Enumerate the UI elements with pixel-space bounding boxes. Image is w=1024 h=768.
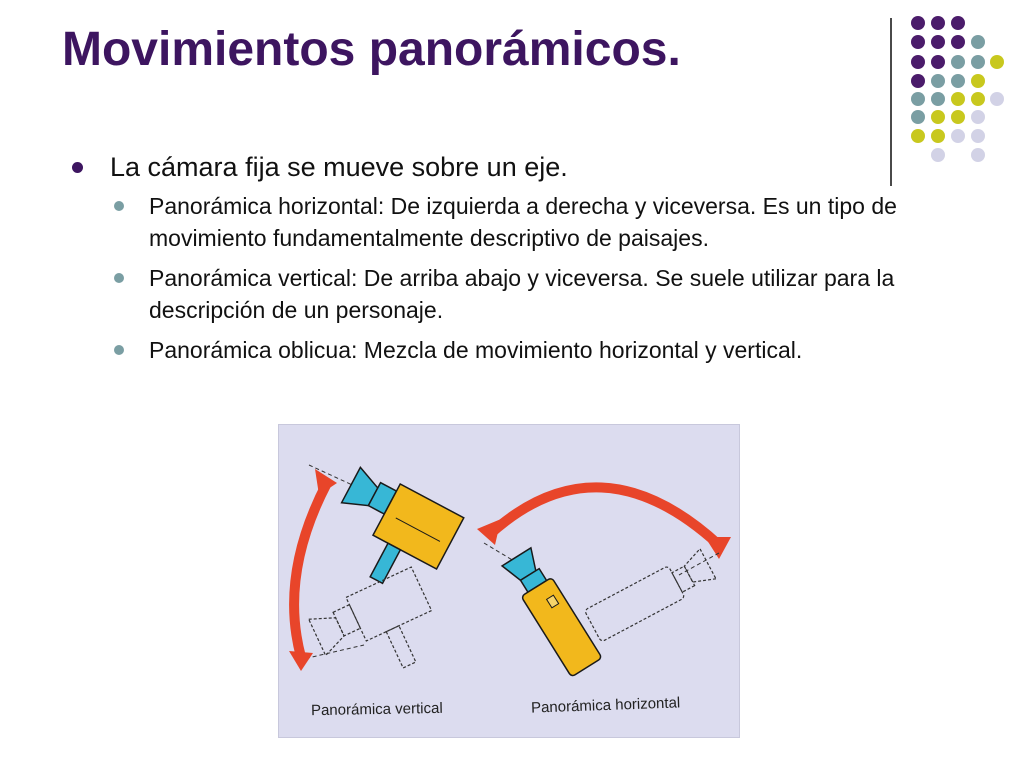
vertical-pan-arrow [294, 483, 327, 657]
dot [971, 110, 985, 124]
dot [911, 110, 925, 124]
caption-horizontal-pan: Panorámica horizontal [530, 694, 681, 717]
dot [931, 35, 945, 49]
dot [911, 74, 925, 88]
dot [951, 129, 965, 143]
arrow-head-icon [477, 519, 501, 545]
dot [971, 92, 985, 106]
dot [990, 92, 1004, 106]
illustration-drawing [279, 425, 739, 737]
dot [971, 55, 985, 69]
dot [931, 55, 945, 69]
bullet-text: Panorámica oblicua: Mezcla de movimiento horizontal y vertical. [149, 337, 803, 363]
dot [931, 74, 945, 88]
bullet-level-2 [70, 262, 959, 326]
dot [911, 129, 925, 143]
dot [951, 92, 965, 106]
camera-outline-vertical [307, 567, 448, 695]
camera-yellow-vertical [317, 464, 464, 603]
arrow-head-icon [289, 651, 313, 671]
dot [951, 55, 965, 69]
dot [951, 35, 965, 49]
dot [911, 35, 925, 49]
dot [931, 110, 945, 124]
dot [990, 55, 1004, 69]
camera-outline-horizontal [584, 549, 717, 642]
bullet-level-2 [70, 334, 959, 366]
dot [971, 129, 985, 143]
arrow-head-icon [705, 537, 731, 559]
camera-pan-illustration [278, 424, 740, 738]
bullet-dot-icon [114, 345, 124, 355]
dot [931, 16, 945, 30]
guide-line [679, 553, 719, 575]
bullet-dot-icon [72, 162, 83, 173]
slide-title: Movimientos panorámicos. [62, 23, 681, 76]
bullet-text: La cámara fija se mueve sobre un eje. [110, 152, 568, 182]
bullet-dot-icon [114, 201, 124, 211]
dot [951, 110, 965, 124]
caption-vertical-pan: Panorámica vertical [310, 699, 443, 720]
dot [911, 16, 925, 30]
camera-yellow-horizontal [502, 547, 602, 677]
dot [911, 92, 925, 106]
dot [911, 55, 925, 69]
bullet-text: Panorámica vertical: De arriba abajo y viceversa. Se suele utilizar para la descripción de un personaje. [149, 265, 895, 323]
dot [971, 35, 985, 49]
dot [971, 148, 985, 162]
dot [931, 129, 945, 143]
bullet-level-1 [70, 150, 970, 184]
bullet-level-2 [70, 190, 959, 254]
dot [971, 74, 985, 88]
dot [951, 74, 965, 88]
bullet-list [70, 150, 970, 374]
dot [931, 92, 945, 106]
bullet-dot-icon [114, 273, 124, 283]
bullet-text: Panorámica horizontal: De izquierda a derecha y viceversa. Es un tipo de movimiento fundamentalmente descriptivo de paisajes. [149, 193, 897, 251]
horizontal-pan-arrow [489, 487, 719, 545]
dot [951, 16, 965, 30]
